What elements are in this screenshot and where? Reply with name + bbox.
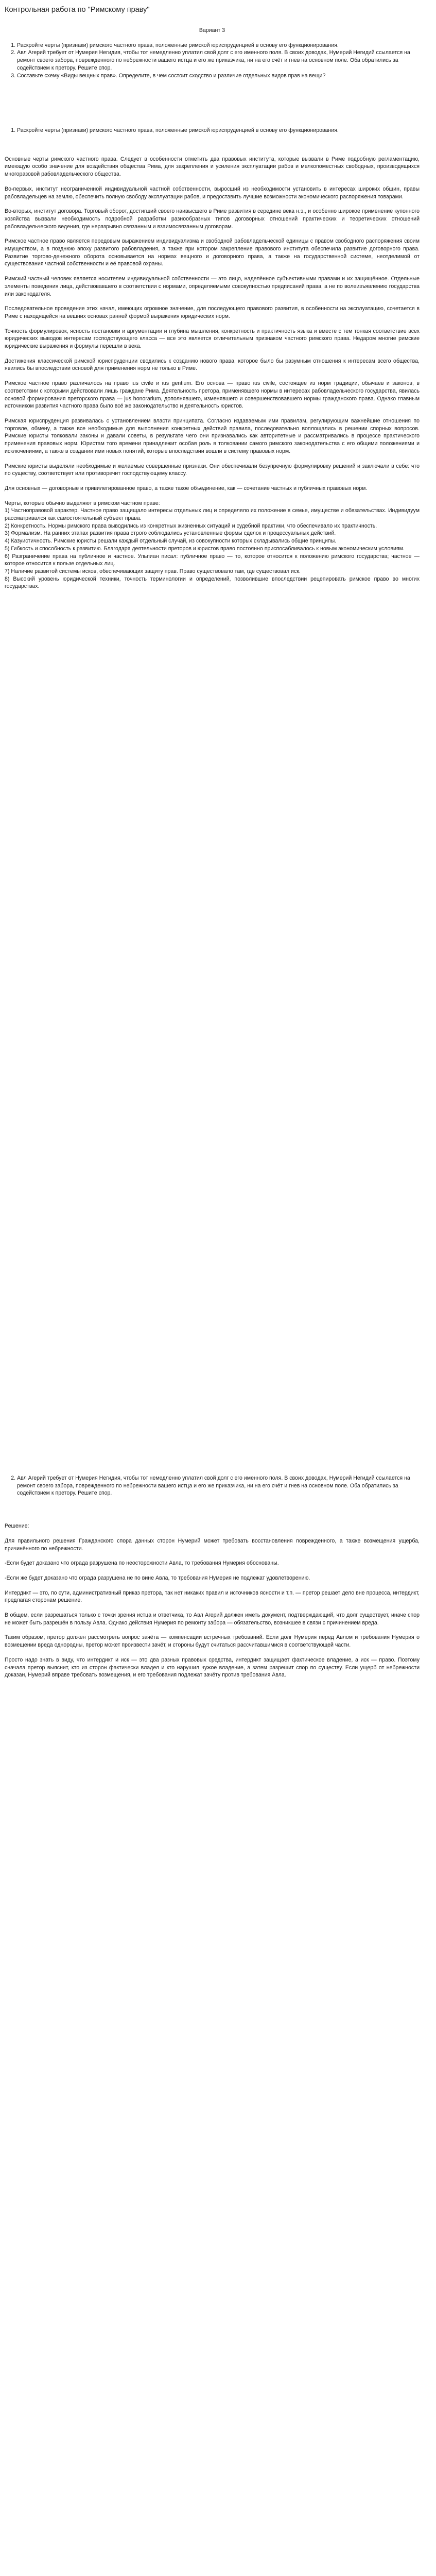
task-item: 1. Раскройте черты (признаки) римского частного права, положенные римской юриспруденцией в основу его функционирования.	[17, 42, 420, 49]
paragraph: Римское частное право различалось на право ius civile и ius gentium. Его основа — право ius civile, состоящее из норм традиции, обычаев и законов, в соответствии с которыми действовали лишь граждане Рима. Деятельность претора, применявшего нормы в интересах рабовладельческого государства, явилась основой формирования преторского права — jus honorarium, дополнявшего, изменявшего и совершенствовавшего нормы гражданского права. Однако главным источником развития частного права было всё же законодательство и деятельность юристов.	[5, 380, 420, 410]
section-1-title: 1. Раскройте черты (признаки) римского частного права, положенные римской юриспруденцией в основу его функционирования.	[17, 127, 420, 134]
paragraph: Для основных — договорные и привилегированное право, а также такое объединение, как — сочетание частных и публичных правовых норм.	[5, 485, 368, 492]
paragraph: Во-первых, институт неограниченной индивидуальной частной собственности, выросший из необходимости установить в интересах широких общин, правы рабовладельцев на землю, обеспечить полную свободу эксплуатации рабов, и предоставить лучшие возможности экономического распоряжения товарами.	[5, 185, 420, 200]
task-list	[5, 42, 420, 80]
paragraph: -Если же будет доказано что ограда разрушена не по вине Авла, то требования Нумерия не подлежат удовлетворению.	[5, 1574, 310, 1581]
paragraph: Римское частное право является передовым выражением индивидуализма и свободной рабовладельческой единицы с правом свободного распоряжения своим имуществом, а в позднюю эпоху развитого рабовладения, а также при котором закрепление правового института обеспечила развитие договорного права. Развитие торгово-денежного оборота основывается на нормах вещного и договорного права, а также на государственной системе, неотделимой от существования частной собственности и её правовой охраны.	[5, 238, 420, 267]
paragraph: 1) Частноправовой характер. Частное право защищало интересы отдельных лиц и определяло их положение в семье, имуществе и обязательствах. Индивидуум рассматривался как самостоятельный субъект права.	[5, 507, 420, 522]
paragraph: Достижения классической римской юриспруденции сводились к созданию нового права, которое было бы разумным отношения к интересам всего общества, явились бы впоследствии основой для применения норм не только в Риме.	[5, 358, 420, 372]
paragraph: Во-вторых, институт договора. Торговый оборот, достигший своего наивысшего в Риме развития в середине века н.э., и особенно широкое применение купонного хозяйства вызвали необходимость подробной разработки разнообразных типов договорных отношений практических и теоретических отношений рабовладельческого ведения, где неразрывно связанным и взаимосвязанным договорам.	[5, 208, 420, 230]
paragraph: Таким образом, претор должен рассмотреть вопрос зачёта — компенсации встречных требований. Если долг Нумерия перед Авлом и требования Нумерия о возмещении вреда однородны, претор может произвести зачёт, и стороны будут считаться рассчитавшимися в соответствующей части.	[5, 1634, 420, 1649]
paragraph: Точность формулировок, ясность постановки и аргументации и глубина мышления, конкретность и практичность языка и вместе с тем тонкая соответствие всех юридических выводов интересам господствующего класса — все это является отличительным признаком частного римского права. Недаром многие римские юридические выражения и формулы перешли в века.	[5, 328, 420, 350]
section-2-title: 2. Авл Агерий требует от Нумерия Негидия, чтобы тот немедленно уплатил свой долг с его именного поля. В своих доводах, Нумерий Негидий ссылается на ремонт своего забора, поврежденного по небрежности вашего истца и его же приказчика, ни на его счёт и гнев на основном поле. Оба обратились за содействием к претору. Решите спор.	[17, 1475, 420, 1497]
paragraph: 3) Формализм. На ранних этапах развития права строго соблюдались установленные формы сделок и процессуальных действий.	[5, 530, 336, 537]
task-item: 2. Авл Агерий требует от Нумерия Негидия, чтобы тот немедленно уплатил свой долг с его именного поля. В своих доводах, Нумерий Негидий ссылается на ремонт своего забора, поврежденного по небрежности вашего истца и его же приказчика, ни на его счёт и гнев на основном поле. Оба обратились за содействием к претору. Решите спор.	[17, 49, 420, 72]
paragraph: Последовательное проведение этих начал, имеющих огромное значение, для последующего правового развития, в особенности на эксплуатацию, сочетается в Риме с находящейся на вешних основах ранней формой выражения юридических норм.	[5, 306, 420, 319]
paragraph: -Если будет доказано что ограда разрушена по неосторожности Авла, то требования Нумерия обоснованы.	[5, 1560, 279, 1567]
intro-block	[0, 27, 436, 79]
paragraph: 8) Высокий уровень юридической техники, точность терминологии и определений, позволившие впоследствии рецепировать римское право во многих государствах.	[5, 575, 420, 590]
document-title: Контрольная работа по "Римскому праву"	[5, 6, 150, 14]
section-1	[5, 127, 420, 598]
section-2	[5, 1475, 420, 1686]
section-1-heading	[5, 127, 420, 134]
paragraph: Решение:	[5, 1523, 29, 1530]
paragraph: Римская юриспруденция развивалась с установлением власти принципата. Согласно издаваемым ими правилам, регулирующим важнейшие отношения по торговле, обмену, а также все необходимые для выполнения конкретных действий правила, последовательно воплощались в решении спорных вопросов. Римские юристы толковали законы и давали советы, в результате чего они признавались как авторитетные и рассматривались в процессе практического применения правовых норм. Юристам того времени принадлежит особая роль в толковании самого римского законодательства с его общими положениями и исключениями, а также в создании ими новых понятий, которые впоследствии вошли в систему правовых норм.	[5, 417, 420, 454]
paragraph: 7) Наличие развитой системы исков, обеспечивающих защиту прав. Право существовало там, где существовал иск.	[5, 568, 301, 574]
paragraph: 5) Гибкость и способность к развитию. Благодаря деятельности преторов и юристов право постоянно приспосабливалось к новым экономическим условиям.	[5, 545, 405, 552]
task-item: 3. Составьте схему «Виды вещных прав». Определите, в чем состоит сходство и различие отдельных видов прав на вещи?	[17, 72, 420, 80]
paragraph: Черты, которые обычно выделяют в римском частном праве:	[5, 500, 160, 506]
variant-label: Вариант 3	[199, 27, 225, 33]
paragraph: 6) Разграничение права на публичное и частное. Ульпиан писал: публичное право — то, которое относится к положению римского государства; частное — которое относится к пользе отдельных лиц.	[5, 553, 420, 567]
paragraph: 4) Казуистичность. Римские юристы решали каждый отдельный случай, из совокупности которых складывались общие принципы.	[5, 538, 337, 545]
paragraph: Просто надо знать в виду, что интердикт и иск — это два разных правовых средства, интердикт защищает фактическое владение, а иск — право. Поэтому сначала претор выяснит, кто из сторон фактически владел и кто нарушил чужое владение, а затем разрешит спор по существу. Если ущерб от небрежности доказан, Нумерий вправе требовать возмещения, и его требования подлежат зачёту против требования Авла.	[5, 1656, 420, 1679]
paragraph: В общем, если разрешаться только с точки зрения истца и ответчика, то Авл Агерий должен иметь документ, подтверждающий, что долг существует, иначе спор не может быть разрешён в пользу Авла. Однако действия Нумерия по ремонту забора — обязательство, возникшее в связи с причинением вреда.	[5, 1612, 420, 1626]
paragraph: Римские юристы выделяли необходимые и желаемые совершенные признаки. Они обеспечивали безупречную формулировку решений и заключали в себе: что по существу, соответствует или противоречит господствующему классу.	[5, 463, 420, 477]
section-2-heading	[5, 1475, 420, 1497]
paragraph: Римский частный человек является носителем индивидуальной собственности — это лицо, наделённое субъективными правами и их защищённое. Отдельные элементы поведения лица, действовавшего в соответствии с нормами, определяемыми совокупностью предписаний права, а не по волеизъявлению государства или законодателя.	[5, 276, 420, 297]
paragraph: 2) Конкретность. Нормы римского права выводились из конкретных жизненных ситуаций и судебной практики, что обеспечивало их практичность.	[5, 522, 377, 529]
paragraph: Интердикт — это, по сути, административный приказ претора, так нет никаких правил и источников ясности и т.п. — претор решает дело вне процесса, интердикт, предлагая сторонам решение.	[5, 1589, 420, 1604]
paragraph: Основные черты римского частного права. Следует в особенности отметить два правовых института, которые вызвали в Риме подробную регламентацию, имеющую особо значение для воздействия общества Рима, для закрепления и усиления эксплуатации рабов и мелкопоместных свободных, производящихся многоразовой рабовладельческого общества.	[5, 156, 420, 178]
paragraph: Для правильного решения Гражданского спора данных сторон Нумерий может требовать восстановления поврежденного, а также возмещения ущерба, причинённого по небрежности.	[5, 1537, 420, 1552]
